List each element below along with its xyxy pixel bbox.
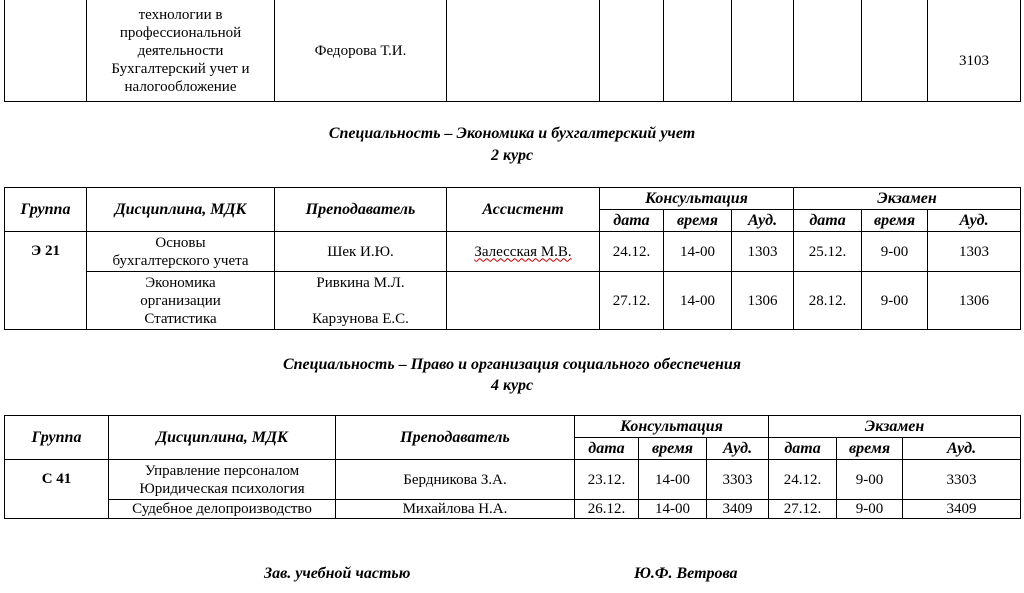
exam-date-cell: 28.12. <box>794 272 862 330</box>
header-cons-date: дата <box>575 438 639 460</box>
section2-table <box>4 415 1021 519</box>
teacher-cell: Федорова Т.И. <box>275 0 447 102</box>
header-discipline: Дисциплина, МДК <box>109 416 336 460</box>
exam-date-cell: 24.12. <box>769 460 837 500</box>
teacher-cell: Михайлова Н.А. <box>336 500 575 519</box>
section1-table <box>4 187 1021 330</box>
exam-time-cell: 9-00 <box>862 232 928 272</box>
assistant-cell: Залесская М.В. <box>447 232 600 272</box>
table-row <box>5 272 1021 330</box>
exam-date-cell <box>794 0 862 102</box>
discipline-cell: Основы бухгалтерского учета <box>87 232 275 272</box>
exam-date-cell: 27.12. <box>769 500 837 519</box>
teacher-cell: Ривкина М.Л. Карзунова Е.С. <box>275 272 447 330</box>
header-cons-room: Ауд. <box>707 438 769 460</box>
header-cons-date: дата <box>600 210 664 232</box>
room-cell: 3103 <box>928 0 1021 102</box>
header-teacher: Преподаватель <box>336 416 575 460</box>
header-teacher: Преподаватель <box>275 188 447 232</box>
footer-position: Зав. учебной частью <box>264 565 411 582</box>
exam-time-cell: 9-00 <box>837 460 903 500</box>
cons-date-cell: 27.12. <box>600 272 664 330</box>
group-cell: С 41 <box>5 460 109 519</box>
header-exam-time: время <box>837 438 903 460</box>
discipline-cell: технологии в профессиональной деятельности Бухгалтерский учет и налогообложение <box>87 0 275 102</box>
cons-date-cell <box>600 0 664 102</box>
header-exam-date: дата <box>769 438 837 460</box>
section1-course: 2 курс <box>490 147 534 164</box>
cons-date-cell: 23.12. <box>575 460 639 500</box>
cons-time-cell: 14-00 <box>664 232 732 272</box>
footer-name: Ю.Ф. Ветрова <box>634 565 738 582</box>
header-cons-time: время <box>664 210 732 232</box>
exam-room-cell: 3303 <box>903 460 1021 500</box>
header-cons-room: Ауд. <box>732 210 794 232</box>
cons-time-cell: 14-00 <box>664 272 732 330</box>
top-schedule-table <box>4 0 1021 102</box>
exam-time-cell: 9-00 <box>837 500 903 519</box>
teacher-cell: Бердникова З.А. <box>336 460 575 500</box>
section2-title: Специальность – Право и организация социального обеспечения <box>282 356 742 373</box>
header-cons-time: время <box>639 438 707 460</box>
header-group: Группа <box>5 416 109 460</box>
cons-room-cell: 1303 <box>732 232 794 272</box>
discipline-cell: Судебное делопроизводство <box>109 500 336 519</box>
cons-room-cell <box>732 0 794 102</box>
cons-date-cell: 24.12. <box>600 232 664 272</box>
assistant-cell <box>447 0 600 102</box>
header-exam-time: время <box>862 210 928 232</box>
cons-time-cell: 14-00 <box>639 500 707 519</box>
header-consultation: Консультация <box>575 416 769 438</box>
header-consultation: Консультация <box>600 188 794 210</box>
section2-course: 4 курс <box>490 377 534 394</box>
assistant-cell <box>447 272 600 330</box>
header-discipline: Дисциплина, МДК <box>87 188 275 232</box>
cons-room-cell: 3409 <box>707 500 769 519</box>
discipline-cell: Экономика организации Статистика <box>87 272 275 330</box>
table-row <box>5 460 1021 500</box>
header-exam-date: дата <box>794 210 862 232</box>
table-row <box>5 232 1021 272</box>
cons-time-cell <box>664 0 732 102</box>
header-group: Группа <box>5 188 87 232</box>
exam-room-cell: 1306 <box>928 272 1021 330</box>
cons-date-cell: 26.12. <box>575 500 639 519</box>
teacher-cell: Шек И.Ю. <box>275 232 447 272</box>
group-cell: Э 21 <box>5 232 87 330</box>
exam-date-cell: 25.12. <box>794 232 862 272</box>
exam-room-cell: 1303 <box>928 232 1021 272</box>
cons-time-cell: 14-00 <box>639 460 707 500</box>
exam-time-cell: 9-00 <box>862 272 928 330</box>
header-exam: Экзамен <box>769 416 1021 438</box>
exam-time-cell <box>862 0 928 102</box>
section1-title: Специальность – Экономика и бухгалтерский учет <box>328 125 696 142</box>
header-exam-room: Ауд. <box>928 210 1021 232</box>
discipline-cell: Управление персоналом Юридическая психология <box>109 460 336 500</box>
cons-room-cell: 1306 <box>732 272 794 330</box>
exam-room-cell: 3409 <box>903 500 1021 519</box>
group-cell <box>5 0 87 102</box>
table-row <box>5 500 1021 519</box>
header-exam: Экзамен <box>794 188 1021 210</box>
header-exam-room: Ауд. <box>903 438 1021 460</box>
header-assistant: Ассистент <box>447 188 600 232</box>
cons-room-cell: 3303 <box>707 460 769 500</box>
